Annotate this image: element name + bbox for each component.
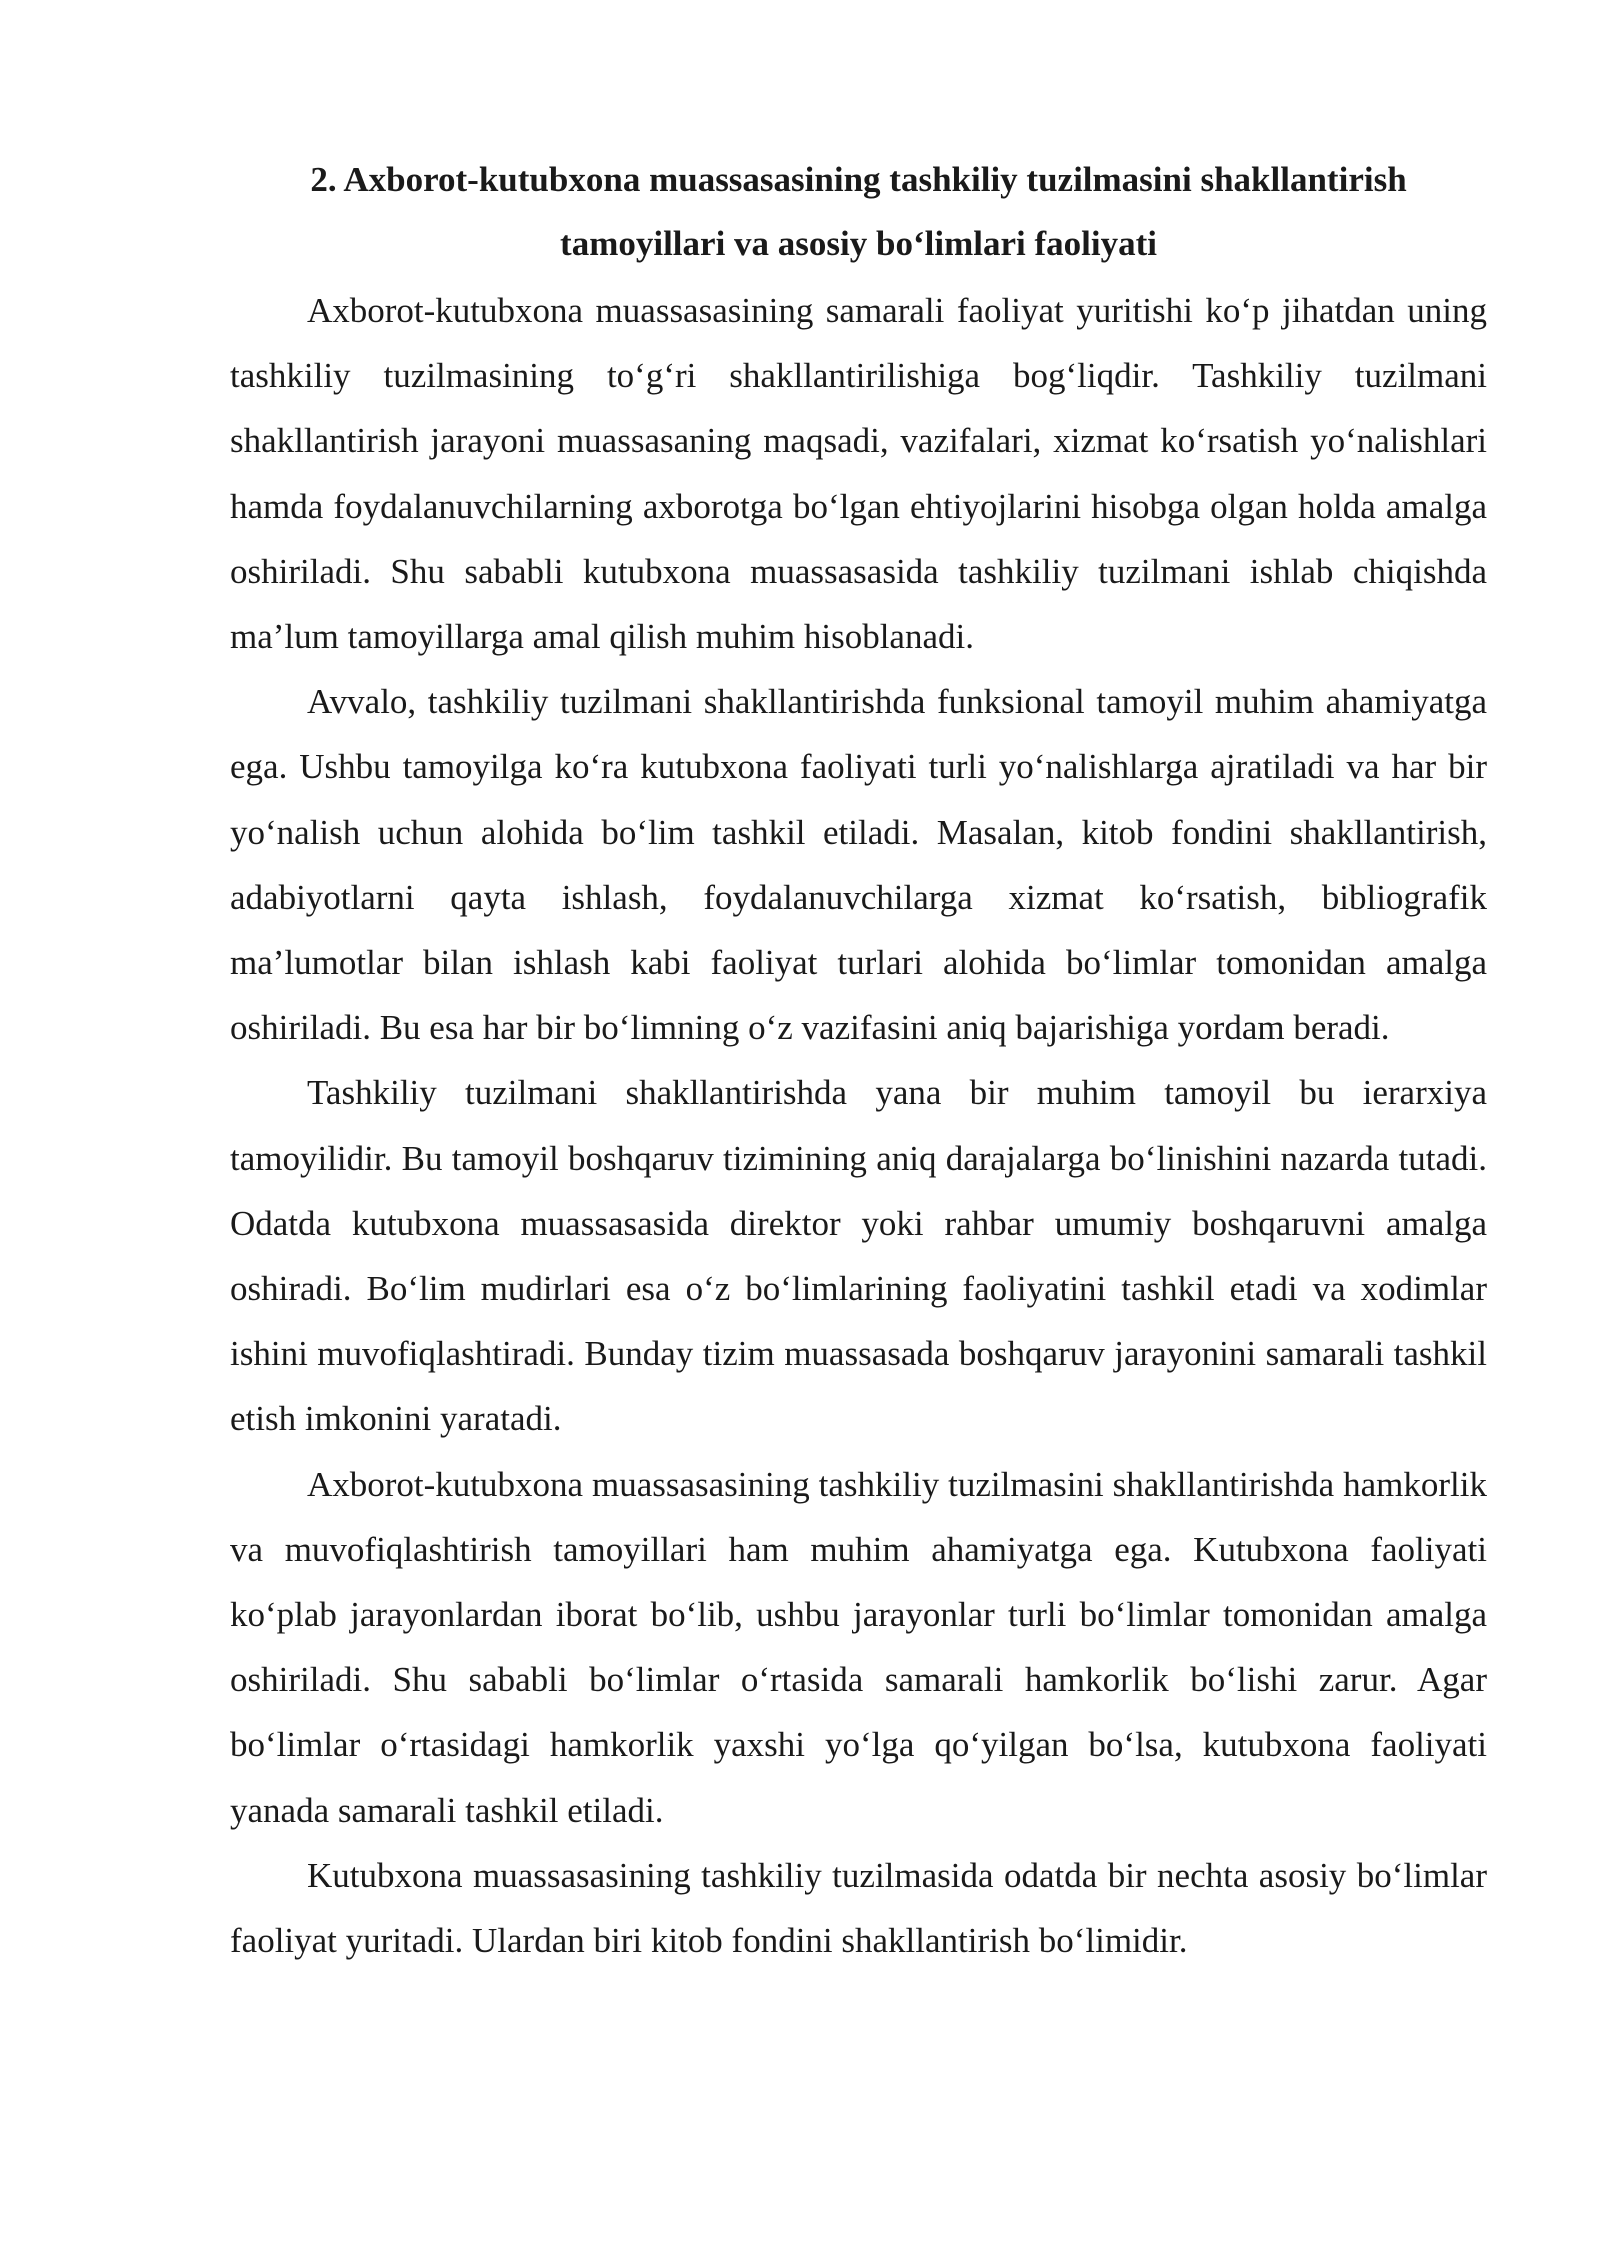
paragraph-2: Avvalo, tashkiliy tuzilmani shakllantirishda funksional tamoyil muhim ahamiyatga ega. Ushbu tamoyilga ko‘ra kutubxona faoliyati turli yo‘nalishlarga ajratiladi va har bir yo‘nalish uchun alohida bo‘lim tashkil etiladi. Masalan, kitob fondini shakllantirish, adabiyotlarni qayta ishlash, foydalanuvchilarga xizmat ko‘rsatish, bibliografik ma’lumotlar bilan ishlash kabi faoliyat turlari alohida bo‘limlar tomonidan amalga oshiriladi. Bu esa har bir bo‘limning o‘z vazifasini aniq bajarishiga yordam beradi. — [230, 682, 1487, 1048]
section-heading-line-2: tamoyillari va asosiy bo‘limlari faoliyati — [560, 224, 1157, 263]
section-heading — [230, 148, 1487, 276]
paragraph-3: Tashkiliy tuzilmani shakllantirishda yana bir muhim tamoyil bu ierarxiya tamoyilidir. Bu tamoyil boshqaruv tizimining aniq darajalarga bo‘linishini nazarda tutadi. Odatda kutubxona muassasasida direktor yoki rahbar umumiy boshqaruvni amalga oshiradi. Bo‘lim mudirlari esa o‘z bo‘limlarining faoliyatini tashkil etadi va xodimlar ishini muvofiqlashtiradi. Bunday tizim muassasada boshqaruv jarayonini samarali tashkil etish imkonini yaratadi. — [230, 1073, 1487, 1439]
paragraph-1: Axborot-kutubxona muassasasining samarali faoliyat yuritishi ko‘p jihatdan uning tashkiliy tuzilmasining to‘g‘ri shakllantirilishiga bog‘liqdir. Tashkiliy tuzilmani shakllantirish jarayoni muassasaning maqsadi, vazifalari, xizmat ko‘rsatish yo‘nalishlari hamda foydalanuvchilarning axborotga bo‘lgan ehtiyojlarini hisobga olgan holda amalga oshiriladi. Shu sababli kutubxona muassasasida tashkiliy tuzilmani ishlab chiqishda ma’lum tamoyillarga amal qilish muhim hisoblanadi. — [230, 291, 1487, 657]
paragraph-5: Kutubxona muassasasining tashkiliy tuzilmasida odatda bir nechta asosiy bo‘limlar faoliyat yuritadi. Ulardan biri kitob fondini shakllantirish bo‘limidir. — [230, 1855, 1487, 1961]
document-page — [230, 148, 1487, 1973]
paragraph-4: Axborot-kutubxona muassasasining tashkiliy tuzilmasini shakllantirishda hamkorlik va muvofiqlashtirish tamoyillari ham muhim ahamiyatga ega. Kutubxona faoliyati ko‘plab jarayonlardan iborat bo‘lib, ushbu jarayonlar turli bo‘limlar tomonidan amalga oshiriladi. Shu sababli bo‘limlar o‘rtasida samarali hamkorlik bo‘lishi zarur. Agar bo‘limlar o‘rtasidagi hamkorlik yaxshi yo‘lga qo‘yilgan bo‘lsa, kutubxona faoliyati yanada samarali tashkil etiladi. — [230, 1464, 1487, 1830]
section-heading-line-1: 2. Axborot-kutubxona muassasasining tashkiliy tuzilmasini shakllantirish — [310, 160, 1407, 199]
